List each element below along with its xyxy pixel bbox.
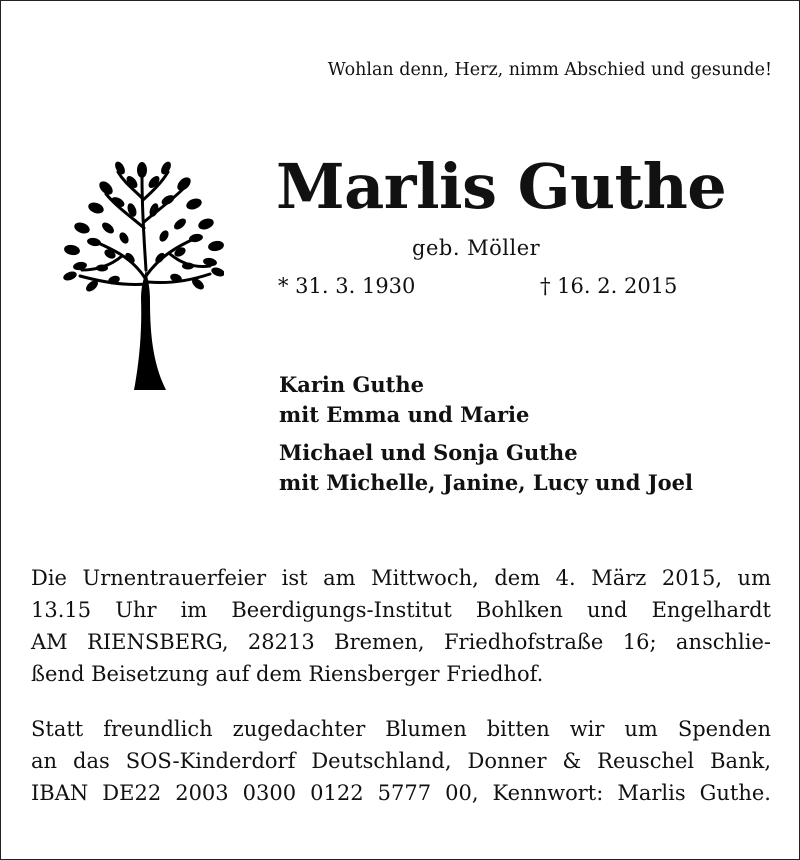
death-date: † 16. 2. 2015 (540, 274, 678, 298)
motto-quote: Wohlan denn, Herz, nimm Abschied und gesunde! (327, 60, 772, 80)
donation-notice (31, 713, 771, 809)
funeral-notice-line: Die Urnentrauerfeier ist am Mittwoch, dem 4. März 2015, um (31, 566, 771, 590)
birth-date: * 31. 3. 1930 (278, 274, 416, 298)
deceased-name: Marlis Guthe (276, 150, 727, 223)
mourner-group (279, 370, 693, 430)
mourner-line: mit Emma und Marie (279, 402, 530, 427)
mourner-line: Karin Guthe (279, 372, 425, 397)
donation-notice-line: an das SOS-Kinderdorf Deutschland, Donner & Reuschel Bank, (31, 749, 771, 773)
born-name: geb. Möller (412, 236, 541, 260)
funeral-notice-line: ßend Beisetzung auf dem Riensberger Friedhof. (31, 662, 544, 686)
tree-icon (62, 158, 224, 394)
donation-notice-line: Statt freundlich zugedachter Blumen bitten wir um Spenden (31, 717, 771, 741)
funeral-notice (31, 562, 771, 690)
funeral-notice-line: 13.15 Uhr im Beerdigungs-Institut Bohlken und Engelhardt (31, 598, 771, 622)
funeral-notice-line: AM RIENSBERG, 28213 Bremen, Friedhofstraße 16; anschlie- (31, 630, 771, 654)
donation-notice-line: IBAN DE22 2003 0300 0122 5777 00, Kennwort: Marlis Guthe. (31, 781, 771, 805)
mourners-list (279, 370, 693, 498)
mourner-line: Michael und Sonja Guthe (279, 440, 578, 465)
mourner-group (279, 438, 693, 498)
mourner-line: mit Michelle, Janine, Lucy und Joel (279, 470, 693, 495)
